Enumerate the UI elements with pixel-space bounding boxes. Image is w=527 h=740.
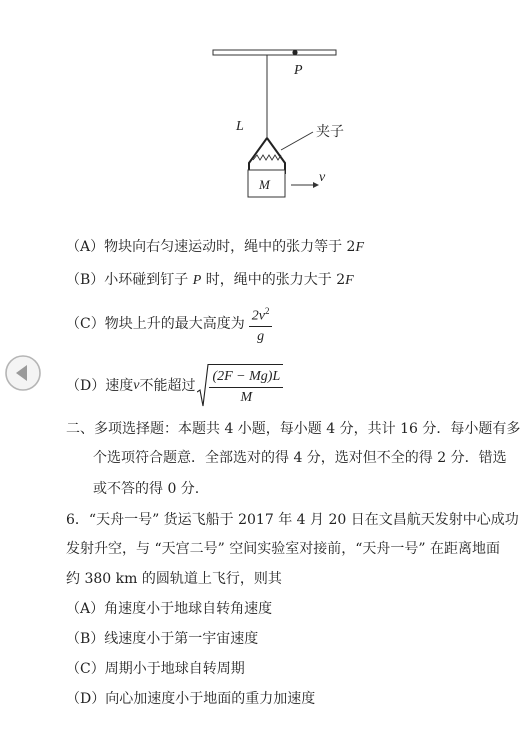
q6-line2: 发射升空，与 “天宫二号” 空间实验室对接前，“天舟一号” 在距离地面	[66, 541, 500, 557]
fraction-c: $\frac{2v^2}{g}$	[249, 301, 273, 348]
q5-option-b: （B）小环碰到钉子 P 时，绳中的张力大于 2F	[66, 272, 354, 288]
q6-option-c: （C）周期小于地球自转周期	[66, 661, 245, 677]
nail-p	[292, 50, 297, 55]
label-v: v	[319, 170, 326, 185]
radical-sign	[197, 364, 209, 408]
physics-figure	[205, 42, 345, 204]
label-l: L	[236, 119, 244, 134]
label-clip: 夹子	[316, 124, 344, 140]
q6-option-d: （D）向心加速度小于地面的重力加速度	[66, 691, 316, 707]
section2-line1: 二、多项选择题：本题共 4 小题，每小题 4 分，共计 16 分．每小题有多	[66, 421, 521, 437]
q5-option-c: （C）物块上升的最大高度为 $\frac{2v^2}{g}$	[66, 303, 272, 345]
section2-line2: 个选项符合题意．全部选对的得 4 分，选对但不全的得 2 分．错选	[93, 450, 507, 466]
label-m: M	[259, 177, 270, 192]
fraction-d: $\frac{(2F - Mg)L}{M}$	[209, 367, 283, 408]
q5-option-d: （D）速度 v 不能超过 $\frac{(2F - Mg)L}{M}$	[66, 364, 283, 408]
clip-pointer	[281, 132, 313, 150]
q6-option-a: （A）角速度小于地球自转角速度	[66, 601, 273, 617]
q6-option-b: （B）线速度小于第一宇宙速度	[66, 631, 259, 647]
label-p: P	[294, 63, 303, 78]
q6-line1: 6．“天舟一号” 货运飞船于 2017 年 4 月 20 日在文昌航天发射中心成功	[66, 512, 519, 528]
q5-option-a: （A）物块向右匀速运动时，绳中的张力等于 2F	[66, 239, 365, 255]
q6-line3: 约 380 km 的圆轨道上飞行，则其	[66, 571, 282, 587]
sqrt-expression	[197, 364, 283, 408]
section2-line3: 或不答的得 0 分.	[93, 481, 200, 497]
horizontal-rod	[213, 50, 336, 55]
prev-page-arrow-icon[interactable]	[4, 354, 42, 392]
clip-icon	[249, 138, 285, 174]
